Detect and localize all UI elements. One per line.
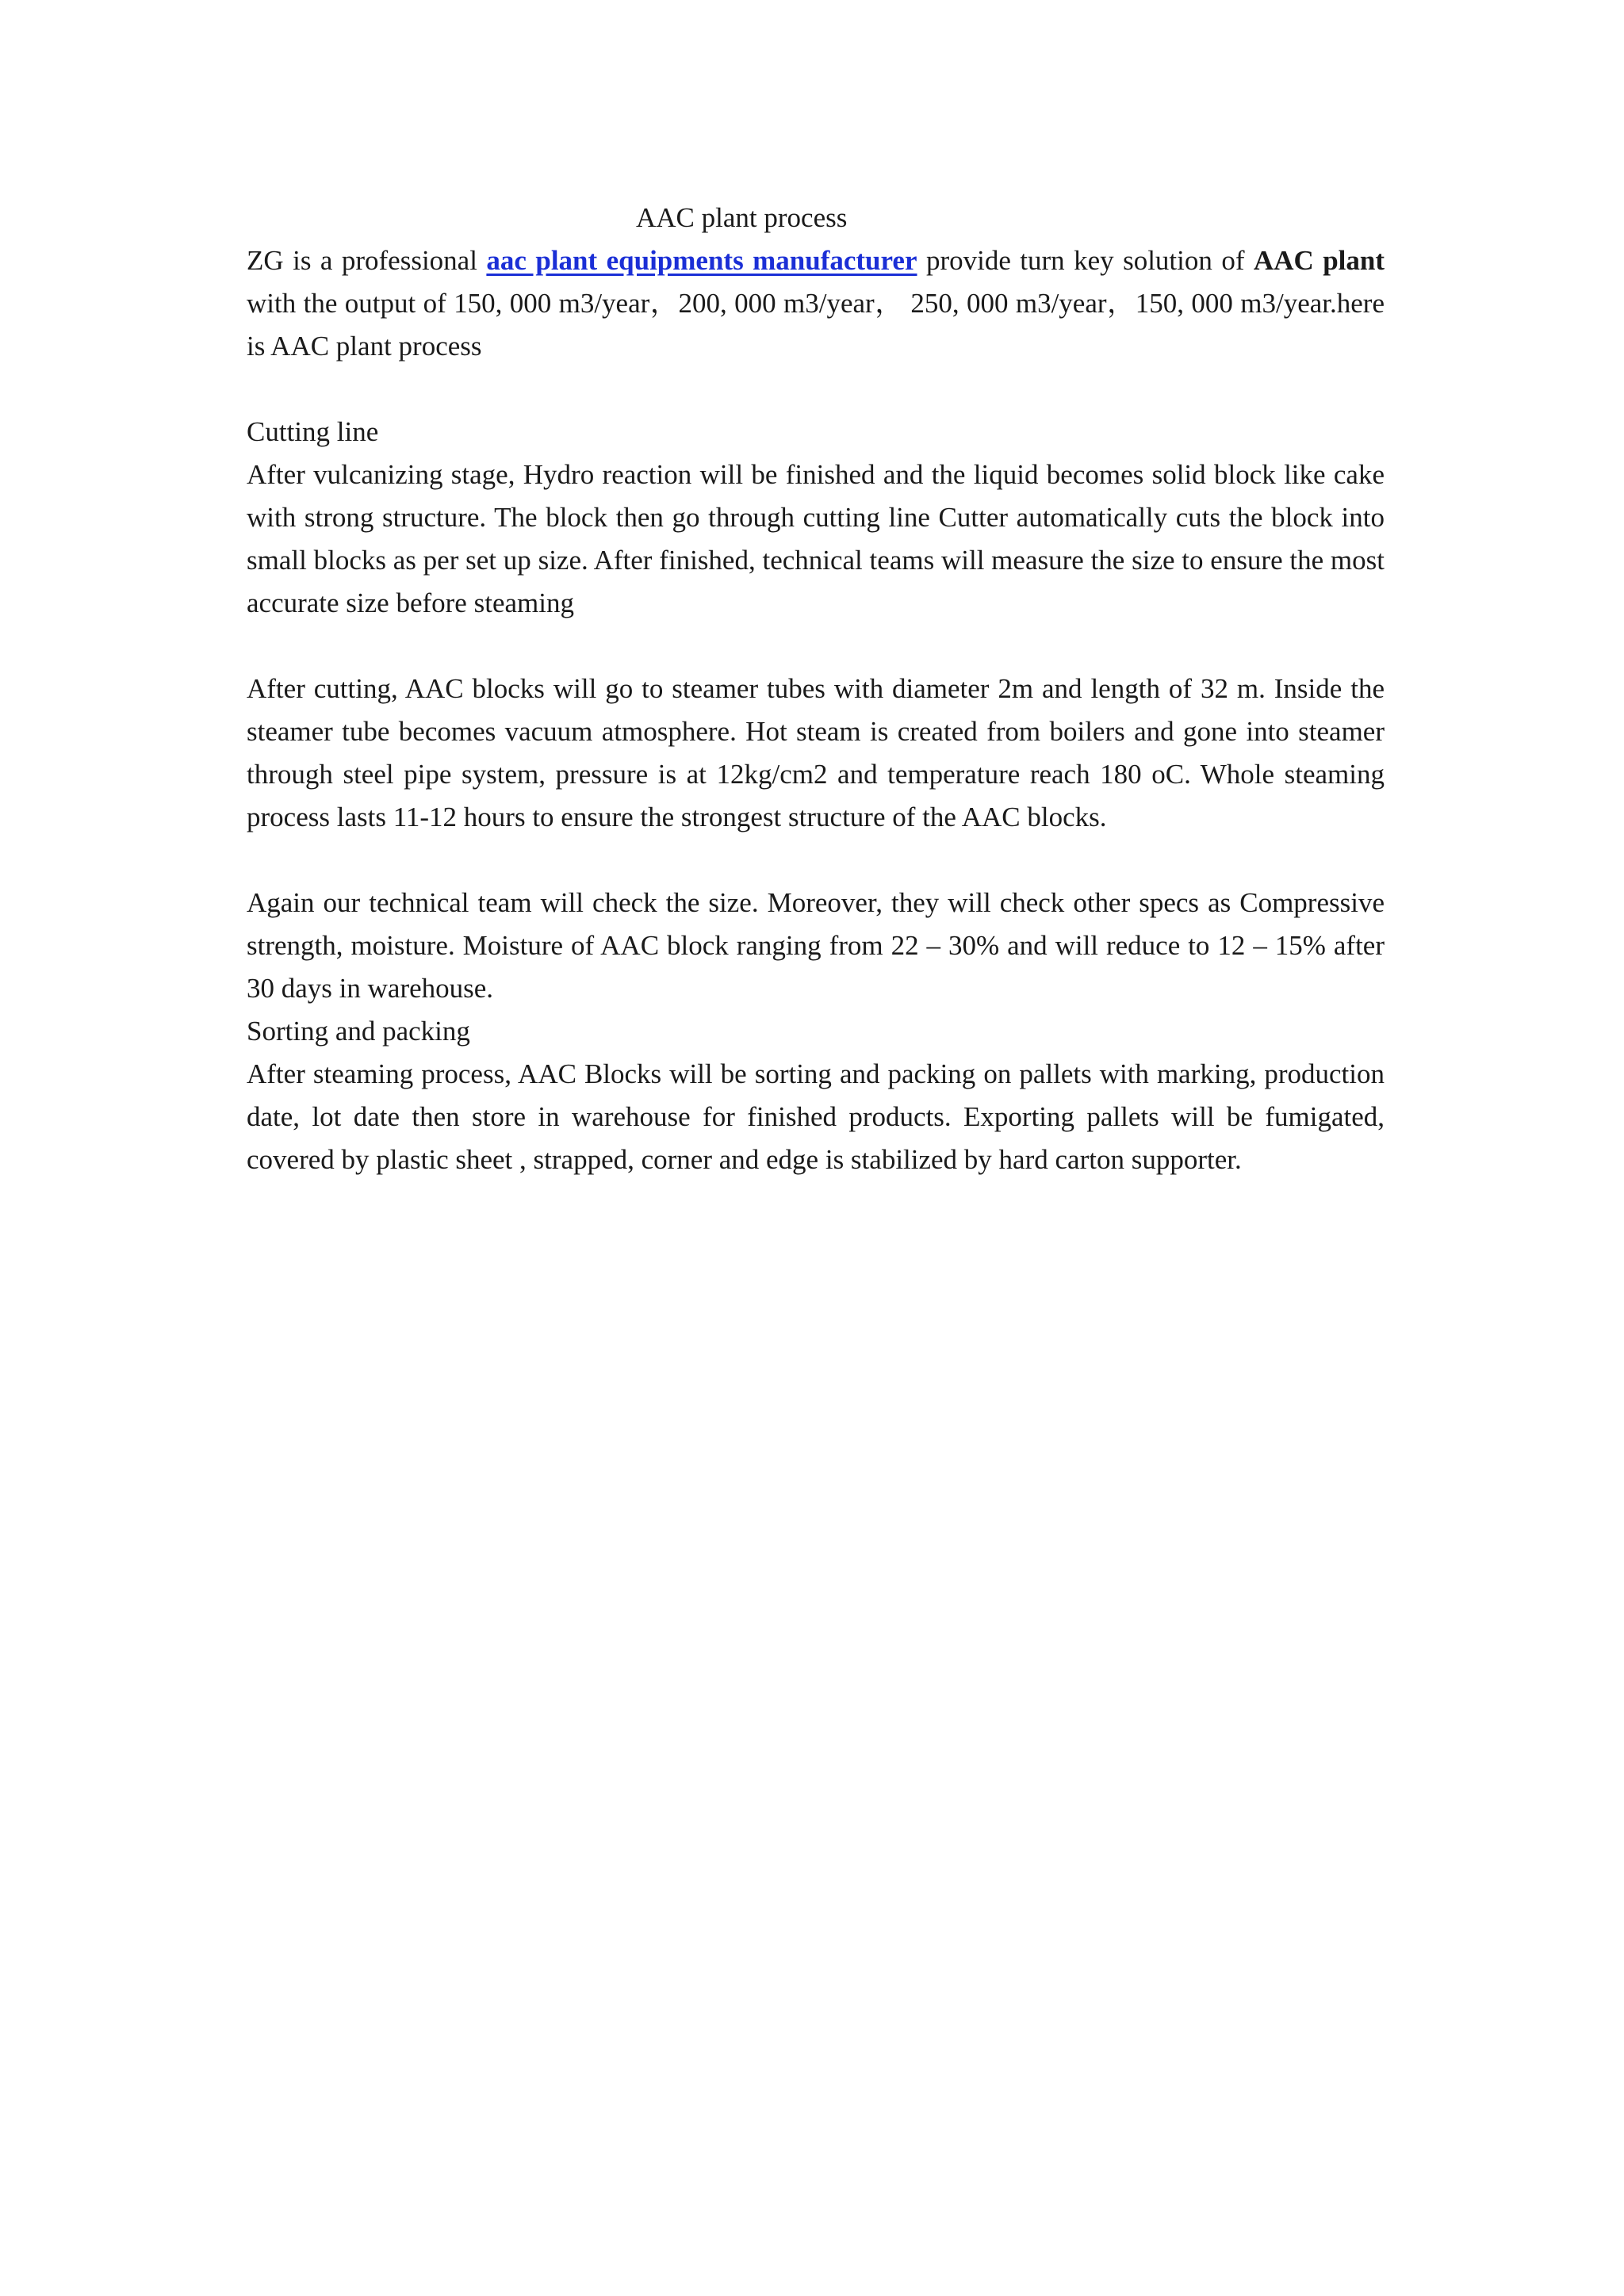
sorting-packing-heading: Sorting and packing bbox=[247, 1016, 470, 1047]
sorting-packing-paragraph: After steaming process, AAC Blocks will be sorting and packing on pallets with marking, production date, lot date then store in warehouse for finished products. Exporting pallets will be fumigated, covered by plastic sheet , strapped, corner and edge is stabilized by hard carton supporter. bbox=[247, 1058, 1385, 1175]
spacer bbox=[247, 625, 1385, 668]
document-title: AAC plant process bbox=[636, 202, 848, 233]
document-page bbox=[247, 197, 1385, 1181]
intro-paragraph bbox=[247, 239, 1385, 368]
cutting-line-paragraph: After vulcanizing stage, Hydro reaction will be finished and the liquid becomes solid block like cake with strong structure. The block then go through cutting line Cutter automatically cuts the block into small blocks as per set up size. After finished, technical teams will measure the size to ensure the most accurate size before steaming bbox=[247, 459, 1385, 618]
intro-text-3: with the output of 150, 000 m3/year，200, 000 m3/year， 250, 000 m3/year，150, 000 m3/year.here is AAC plant process bbox=[247, 288, 1385, 362]
intro-bold-text: AAC plant bbox=[1253, 245, 1385, 276]
spacer bbox=[247, 368, 1385, 411]
intro-text-2: provide turn key solution of bbox=[917, 245, 1254, 276]
spacer bbox=[247, 839, 1385, 882]
cutting-line-heading: Cutting line bbox=[247, 416, 379, 447]
intro-text-1: ZG is a professional bbox=[247, 245, 487, 276]
steaming-paragraph: After cutting, AAC blocks will go to steamer tubes with diameter 2m and length of 32 m. Inside the steamer tube becomes vacuum atmosphere. Hot steam is created from boilers and gone into steamer through steel pipe system, pressure is at 12kg/cm2 and temperature reach 180 oC. Whole steaming process lasts 11-12 hours to ensure the strongest structure of the AAC blocks. bbox=[247, 673, 1385, 832]
quality-check-paragraph: Again our technical team will check the size. Moreover, they will check other specs as Compressive strength, moisture. Moisture of AAC block ranging from 22 – 30% and will reduce to 12 – 15% after 30 days in warehouse. bbox=[247, 887, 1385, 1004]
manufacturer-link[interactable]: aac plant equipments manufacturer bbox=[486, 245, 917, 276]
